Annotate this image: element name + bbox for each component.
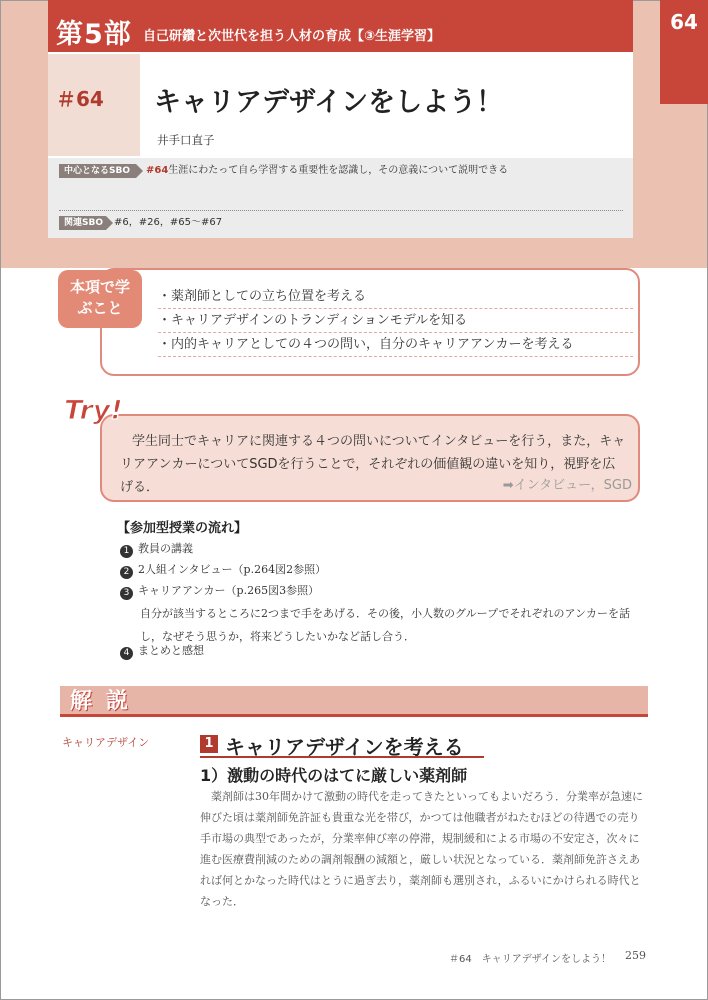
main-sbo-text: [146, 164, 508, 178]
try-text: 学生同士でキャリアに関連する４つの問いについてインタビューを行う，また，キャリアアンカーについてSGDを行うことで，それぞれの価値観の違いを知り，視野を広げる．: [120, 434, 626, 495]
learning-goal-item: ・薬剤師としての立ち位置を考える: [158, 286, 633, 309]
part-title: 自己研鑽と次世代を担う人材の育成【③生涯学習】: [143, 29, 441, 44]
author-name: 井手口直子: [157, 133, 215, 147]
flow-heading: 【参加型授業の流れ】: [117, 521, 248, 536]
body-paragraph: 薬剤師は30年間かけて激動の時代を走ってきたといってもよいだろう．分業率が急速に伸びた頃は薬剤師免許証も貴重な光を帯び，かつては他職者がねたむほどの待遇での売り手市場の典型であったが，分業率伸び率の停滞，規制緩和による市場の不安定さ，次々に進む医療費削減のための調剤報酬の減額と，厳しい状況となっている．薬剤師免許さえあれば何とかなった時代はとうに過ぎ去り，薬剤師も選別され，ふるいにかけられる時代となった．: [200, 790, 643, 908]
flow-step: [120, 561, 326, 579]
part-label: 第5部: [56, 19, 132, 50]
commentary-heading: 解説: [70, 689, 143, 714]
side-index-number: 64: [670, 10, 698, 34]
flow-step-note: 自分が該当するところに2つまで手をあげる．その後，小人数のグループでそれぞれのアンカーを話し，なぜそう思うか，将来どうしたいかなど話し合う．: [140, 607, 631, 643]
page-title: キャリアデザインをしよう！: [154, 87, 504, 118]
flow-step-text: 2人組インタビュー（p.264図2参照）: [138, 563, 327, 576]
related-sbo-tag: 関連SBO: [59, 216, 106, 230]
flow-step-text: まとめと感想: [138, 644, 204, 657]
section-number-badge: 1: [200, 735, 218, 753]
arrow-right-icon: [136, 164, 143, 178]
sbo-divider: [59, 210, 623, 211]
arrow-right-icon: [106, 216, 113, 230]
try-badge-text: Try!: [64, 395, 123, 424]
section-heading: キャリアデザインを考える: [225, 735, 464, 759]
margin-keyword: キャリアデザイン: [62, 736, 150, 749]
flow-step: [120, 582, 319, 600]
try-badge: [60, 394, 158, 424]
flow-step: [120, 540, 193, 558]
step-number-icon: 3: [120, 587, 133, 600]
learning-goals-label: [58, 277, 142, 319]
flow-step-text: キャリアアンカー（p.265図3参照）: [138, 584, 320, 597]
commentary-heading-rule: [60, 714, 648, 717]
main-sbo-description: 生涯にわたって自ら学習する重要性を認識し，その意義について説明できる: [168, 165, 509, 176]
try-reference: ➡インタビュー，SGD: [502, 478, 632, 493]
commentary-heading-bar: [60, 686, 648, 714]
section-heading-underline: [200, 756, 484, 758]
related-sbo-text: #6，#26，#65～#67: [114, 217, 223, 228]
main-sbo-code: #64: [146, 165, 169, 176]
step-number-icon: 2: [120, 566, 133, 579]
page-number: 259: [625, 949, 646, 962]
flow-step: [120, 642, 204, 660]
learning-goal-item: ・内的キャリアとしての４つの問い，自分のキャリアアンカーを考える: [158, 334, 633, 357]
step-number-icon: 1: [120, 545, 133, 558]
learning-goal-item: ・キャリアデザインのトランディションモデルを知る: [158, 310, 633, 333]
learning-goals-label-text: 本項で学ぶこと: [69, 278, 130, 317]
subsection-heading: 1）激動の時代のはてに厳しい薬剤師: [200, 766, 468, 785]
main-sbo-tag: 中心となるSBO: [59, 164, 136, 178]
section-number: ＃64: [56, 87, 104, 111]
flow-step-text: 教員の講義: [138, 542, 193, 555]
running-footer: ＃64 キャリアデザインをしよう！: [449, 954, 612, 965]
step-number-icon: 4: [120, 647, 133, 660]
